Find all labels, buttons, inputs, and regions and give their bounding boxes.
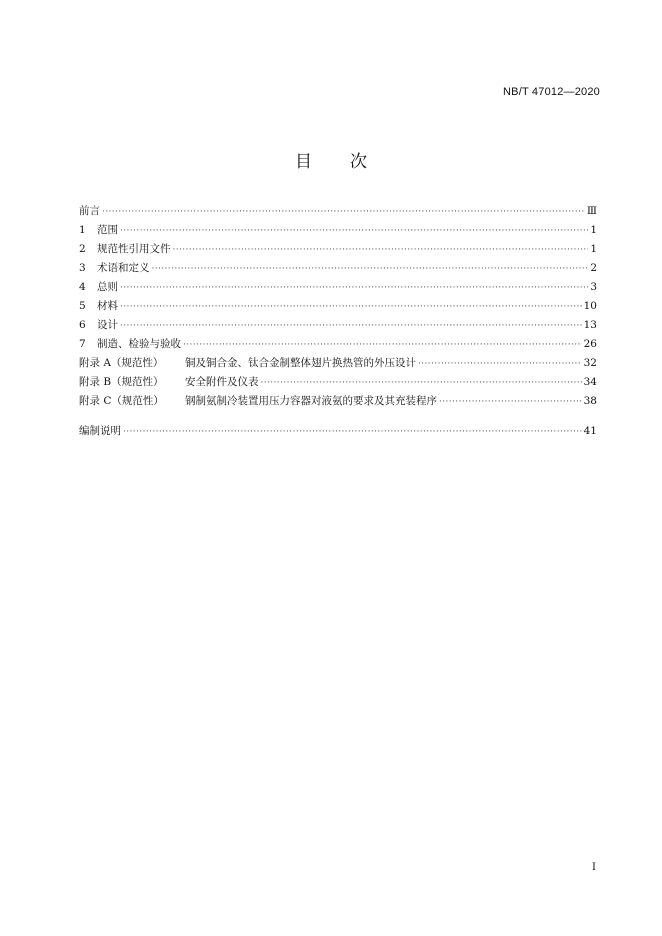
toc-dot-leader	[120, 279, 588, 298]
toc-entry-label	[79, 392, 437, 411]
toc-section-title: 总则	[97, 281, 118, 293]
toc-entry-page: 38	[583, 395, 597, 407]
toc-entry-notes[interactable]	[79, 422, 597, 441]
toc-dot-leader	[173, 241, 589, 260]
toc-entry-section[interactable]	[79, 335, 597, 354]
toc-entry-page: 26	[583, 338, 597, 350]
toc-dot-leader	[183, 336, 582, 355]
toc-entry-label: 编制说明	[79, 425, 121, 437]
toc-dot-leader	[261, 374, 582, 393]
toc-entry-label	[79, 373, 259, 392]
toc-section-number: 7	[79, 338, 86, 350]
toc-entry-page: Ⅲ	[586, 205, 597, 217]
toc-entry-label: 前言	[79, 205, 100, 217]
toc-entry-page: 2	[590, 262, 597, 274]
toc-entry-label	[79, 335, 181, 354]
toc-appendix-tag: 附录 A（规范性）	[79, 357, 164, 369]
toc-dot-leader	[439, 393, 582, 412]
toc-section-number: 4	[79, 281, 86, 293]
toc-entry-label	[79, 316, 118, 335]
toc-entry-label	[79, 354, 416, 373]
toc-entry-page: 1	[590, 243, 597, 255]
toc-entry-appendix[interactable]	[79, 354, 597, 373]
toc-entry-section[interactable]	[79, 221, 597, 240]
toc-entry-label	[79, 221, 118, 240]
toc-dot-leader	[418, 355, 582, 374]
toc-entry-label	[79, 240, 171, 259]
toc-entry-section[interactable]	[79, 316, 597, 335]
toc-appendix-tag: 附录 C（规范性）	[79, 395, 164, 407]
toc-entry-label	[79, 297, 118, 316]
toc-section-number: 3	[79, 262, 86, 274]
page-number: I	[592, 862, 596, 873]
toc-entry-section[interactable]	[79, 278, 597, 297]
toc-entry-section[interactable]	[79, 297, 597, 316]
standard-code: NB/T 47012—2020	[503, 86, 600, 98]
toc-appendix-tag: 附录 B（规范性）	[79, 376, 164, 388]
toc-dot-leader	[102, 203, 585, 222]
toc-section-title: 术语和定义	[97, 262, 150, 274]
toc-dot-leader	[152, 260, 589, 279]
toc-entry-page: 13	[583, 319, 597, 331]
toc-section-title: 范围	[97, 224, 118, 236]
toc-entry-page: 1	[590, 224, 597, 236]
toc-appendix-title: 钢制氨制冷装置用压力容器对液氨的要求及其充装程序	[185, 395, 437, 407]
toc-entry-page: 3	[590, 281, 597, 293]
toc-entry-appendix[interactable]	[79, 392, 597, 411]
toc-dot-leader	[120, 298, 582, 317]
toc-entry-appendix[interactable]	[79, 373, 597, 392]
toc-entry-preface[interactable]	[79, 202, 597, 221]
toc-section-number: 5	[79, 300, 86, 312]
toc-entry-section[interactable]	[79, 259, 597, 278]
table-of-contents	[79, 202, 597, 441]
toc-entry-page: 41	[583, 425, 597, 437]
toc-entry-section[interactable]	[79, 240, 597, 259]
toc-section-number: 1	[79, 224, 86, 236]
toc-entry-label	[79, 278, 118, 297]
toc-dot-leader	[120, 222, 588, 241]
toc-entry-label	[79, 259, 150, 278]
toc-section-title: 设计	[97, 319, 118, 331]
toc-section-title: 制造、检验与验收	[97, 338, 181, 350]
toc-section-number: 6	[79, 319, 86, 331]
toc-section-title: 规范性引用文件	[97, 243, 171, 255]
toc-section-number: 2	[79, 243, 86, 255]
toc-entry-page: 34	[583, 376, 597, 388]
toc-entry-page: 10	[583, 300, 597, 312]
toc-dot-leader	[123, 423, 582, 442]
toc-entry-page: 32	[583, 357, 597, 369]
toc-dot-leader	[120, 317, 582, 336]
page-title: 目次	[295, 152, 405, 172]
toc-appendix-title: 安全附件及仪表	[185, 376, 259, 388]
toc-appendix-title: 铜及铜合金、钛合金制整体翅片换热管的外压设计	[185, 357, 416, 369]
toc-section-title: 材料	[97, 300, 118, 312]
